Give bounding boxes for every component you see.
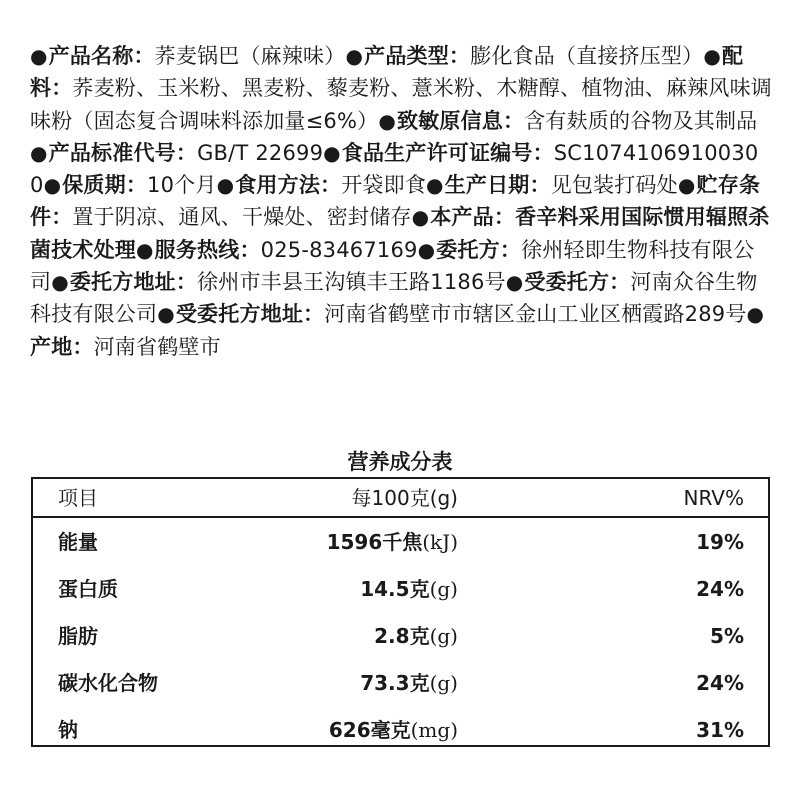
info-key: 受委托方地址：	[175, 302, 325, 327]
nutrient-amount	[327, 529, 458, 555]
bullet-icon: ●	[43, 173, 62, 198]
nutrition-table-title: 营养成分表	[347, 450, 453, 474]
nutrition-row	[33, 706, 768, 753]
info-key: 食品生产许可证编号：	[341, 140, 554, 165]
info-segment	[44, 173, 217, 197]
nutrition-row	[33, 518, 768, 565]
info-segment	[51, 270, 506, 294]
info-value: 徐州轻即生物科技有限公司	[30, 237, 755, 295]
bullet-icon: ●	[51, 270, 69, 295]
info-segment	[426, 173, 678, 197]
info-key: 产品类型：	[364, 44, 471, 68]
bullet-icon: ●	[505, 270, 524, 295]
info-value: 开袋即食	[341, 173, 427, 198]
bullet-icon: ●	[426, 173, 444, 198]
info-value: 河南省鹤壁市市辖区金山工业区栖霞路289号	[324, 302, 747, 327]
bullet-icon: ●	[417, 237, 436, 262]
bullet-icon: ●	[30, 140, 48, 165]
bullet-icon: ●	[411, 205, 430, 230]
nutrient-amount-value: 626毫克	[328, 718, 411, 742]
info-key: 产品名称：	[48, 44, 155, 68]
info-key: 配料：	[30, 44, 744, 101]
bullet-icon: ●	[345, 44, 364, 68]
info-value: 荞麦锅巴（麻辣味）	[154, 44, 346, 68]
nutrient-unit: (g)	[429, 671, 458, 695]
nutrient-amount	[329, 717, 458, 743]
info-value: SC10741069100300	[30, 140, 759, 198]
info-value: 香辛料采用国际惯用辐照杀菌技术处理	[30, 205, 770, 262]
bullet-icon: ●	[216, 173, 235, 198]
info-key: 委托方：	[436, 237, 522, 262]
header-per-100g: 每100克(g)	[351, 486, 458, 510]
info-segment	[217, 173, 426, 197]
nutrient-name: 能量	[58, 530, 98, 554]
info-value: 含有麸质的谷物及其制品	[524, 108, 758, 133]
info-key: 本产品：	[430, 205, 516, 230]
bullet-icon: ●	[323, 140, 341, 165]
nutrient-name: 脂肪	[58, 624, 98, 648]
nutrition-table-header	[33, 479, 768, 518]
info-segment	[345, 44, 703, 68]
info-segment	[136, 238, 418, 262]
info-segment	[157, 302, 746, 326]
info-key: 生产日期：	[444, 173, 551, 198]
product-info-paragraph	[30, 40, 772, 363]
nutrient-name: 碳水化合物	[58, 671, 158, 695]
info-segment	[30, 141, 323, 165]
nutrient-amount-value: 1596千焦	[326, 530, 423, 554]
info-key: 委托方地址：	[69, 270, 198, 295]
nutrition-table	[31, 477, 770, 747]
bullet-icon: ●	[703, 44, 721, 68]
nutrient-nrv: 19%	[696, 530, 744, 554]
info-value: 膨化食品（直接挤压型）	[470, 44, 704, 68]
info-value: 025-83467169	[260, 237, 418, 262]
info-value: 河南众谷生物科技有限公司	[30, 270, 758, 327]
nutrient-nrv: 31%	[696, 718, 744, 742]
bullet-icon: ●	[136, 237, 154, 262]
header-nrv: NRV%	[683, 486, 744, 510]
info-segment	[30, 44, 345, 68]
nutrient-name: 蛋白质	[58, 577, 118, 601]
info-value: 徐州市丰县王沟镇丰王路1186号	[197, 270, 506, 295]
nutrient-unit: (kJ)	[422, 530, 458, 554]
nutrient-nrv: 24%	[696, 577, 744, 601]
header-item: 项目	[58, 486, 98, 510]
info-value: 荞麦粉、玉米粉、黑麦粉、藜麦粉、薏米粉、木糖醇、植物油、麻辣风味调味粉（固态复合调味料添加量≤6%）	[30, 76, 773, 133]
bullet-icon: ●	[746, 302, 765, 327]
nutrient-name: 钠	[58, 718, 78, 742]
info-key: 受委托方：	[524, 270, 631, 295]
nutrient-nrv: 24%	[696, 671, 744, 695]
info-value: GB/T 22699	[197, 140, 324, 165]
nutrient-unit: (mg)	[410, 718, 458, 742]
info-value: 置于阴凉、通风、干燥处、密封储存	[72, 205, 412, 230]
bullet-icon: ●	[378, 108, 396, 133]
bullet-icon: ●	[30, 44, 48, 68]
info-key: 致敏原信息：	[396, 108, 525, 133]
nutrition-row	[33, 659, 768, 706]
nutrient-amount	[374, 623, 458, 649]
bullet-icon: ●	[677, 173, 696, 198]
nutrition-row	[33, 565, 768, 612]
nutrient-amount-value: 2.8克	[374, 624, 430, 648]
info-value: 10个月	[147, 173, 217, 198]
info-key: 产地：	[30, 334, 94, 359]
nutrient-unit: (g)	[429, 624, 458, 648]
info-key: 贮存条件：	[30, 173, 761, 230]
info-key: 食用方法：	[235, 173, 342, 198]
bullet-icon: ●	[157, 302, 175, 327]
info-key: 保质期：	[62, 173, 148, 198]
nutrient-unit: (g)	[429, 577, 458, 601]
nutrient-nrv: 5%	[710, 624, 744, 648]
info-value: 见包装打码处	[550, 173, 678, 198]
nutrient-amount-value: 14.5克	[360, 577, 430, 601]
info-key: 产品标准代号：	[48, 140, 198, 165]
info-value: 河南省鹤壁市	[93, 334, 221, 359]
nutrient-amount	[360, 576, 458, 602]
info-segment	[378, 109, 757, 133]
nutrition-row	[33, 612, 768, 659]
info-key: 服务热线：	[154, 237, 261, 262]
nutrient-amount-value: 73.3克	[360, 671, 430, 695]
nutrient-amount	[360, 670, 458, 696]
